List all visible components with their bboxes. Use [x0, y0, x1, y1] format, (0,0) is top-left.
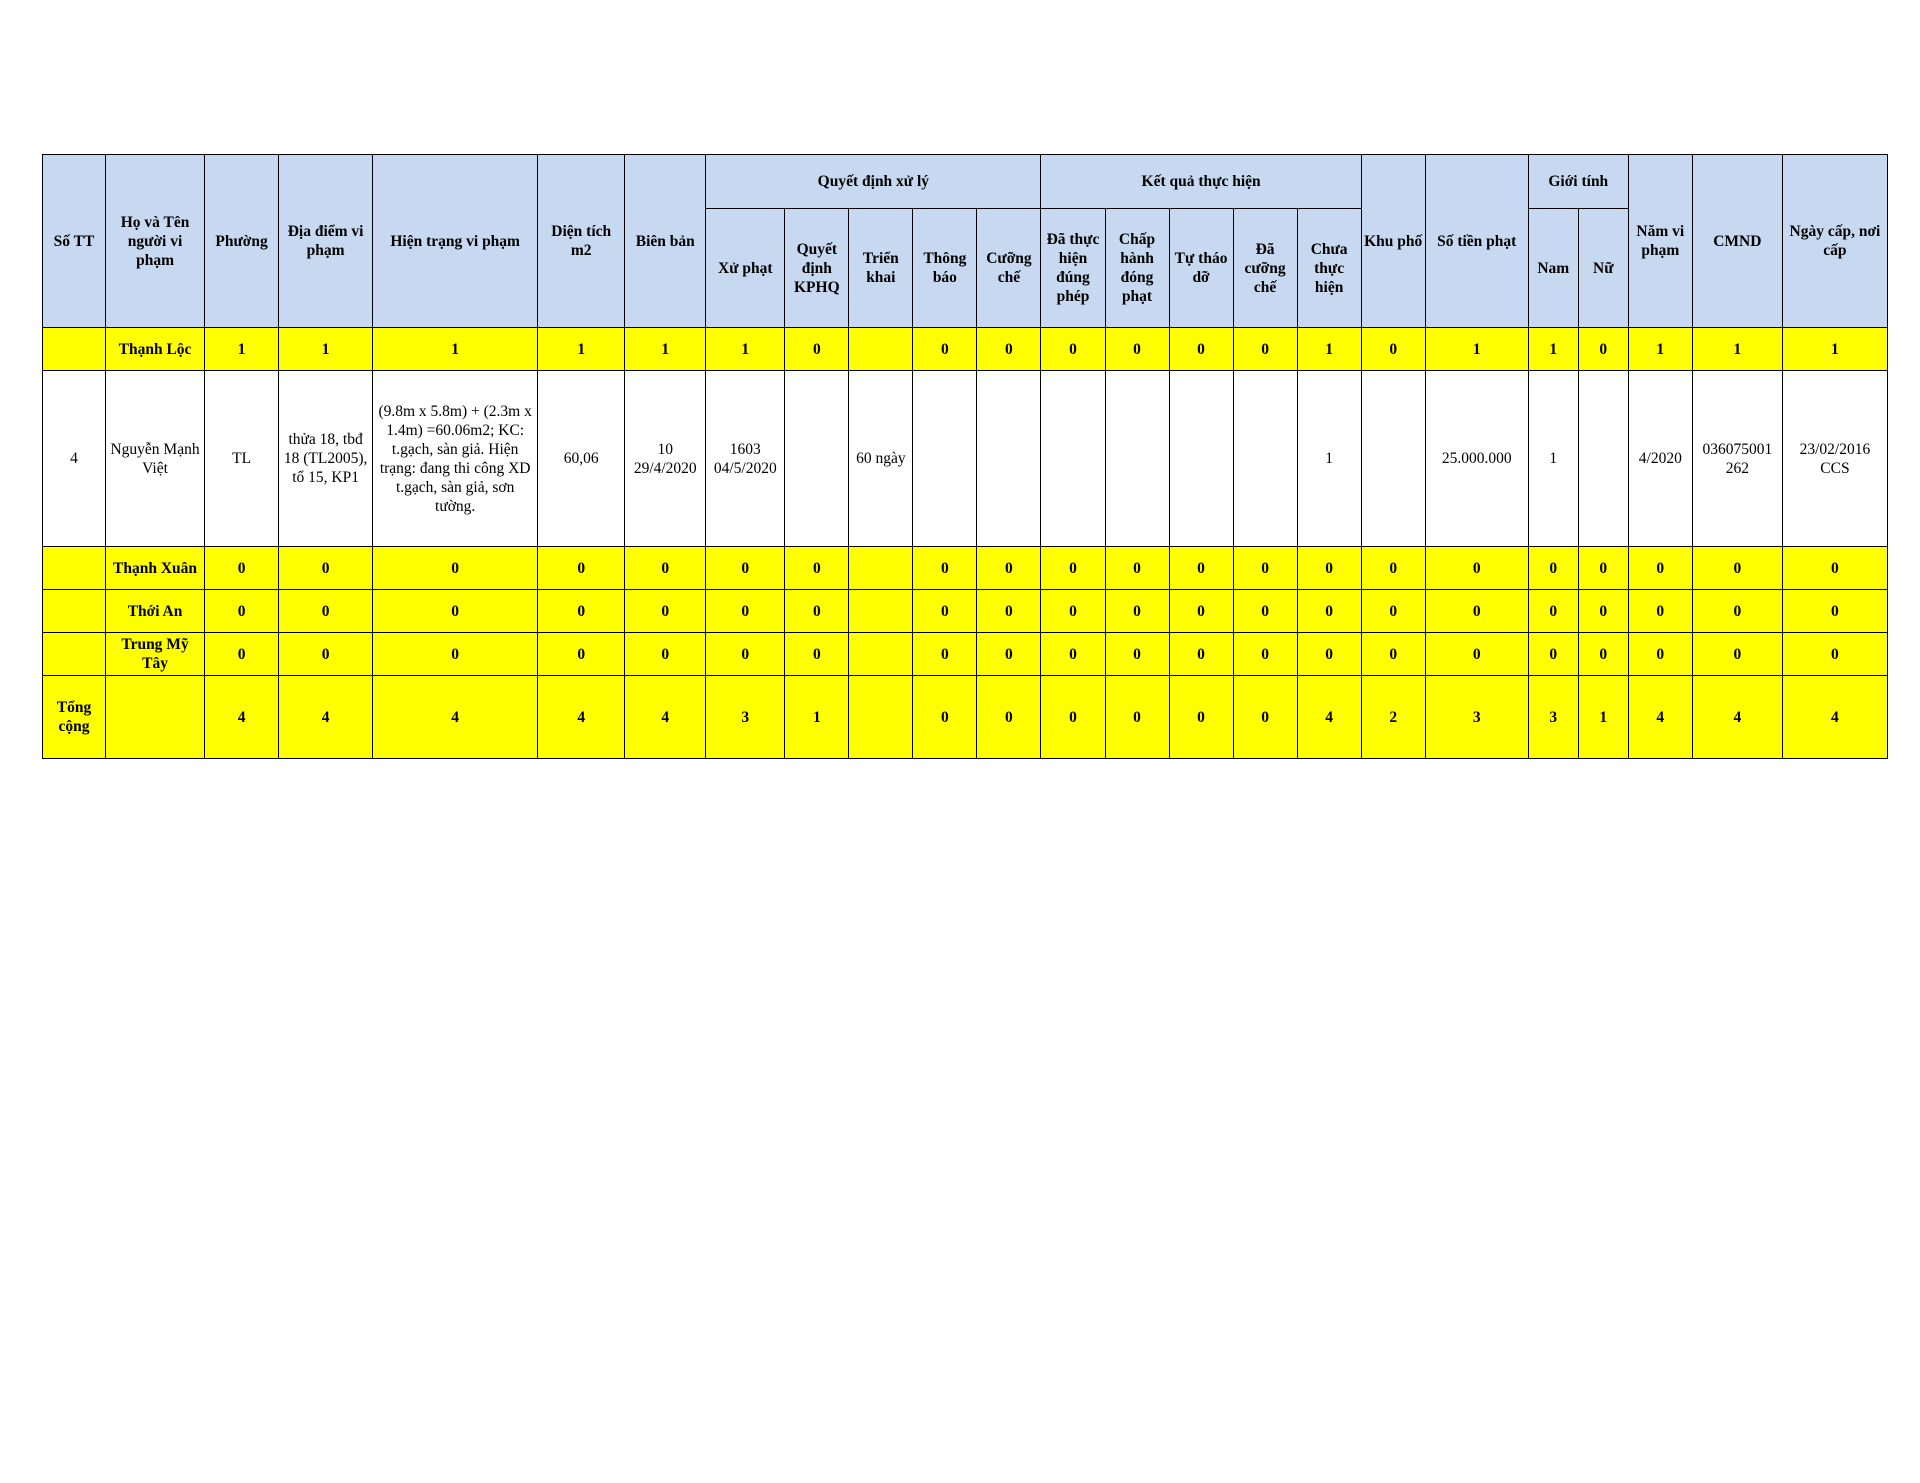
table-cell: 0 [205, 633, 279, 676]
total-row [43, 676, 1888, 759]
col-header-da-th-dung-phep: Đã thực hiện đúng phép [1041, 209, 1105, 328]
detail-ngay-cap: 23/02/2016 CCS [1782, 371, 1887, 547]
table-cell: 0 [1361, 328, 1425, 371]
table-cell: 1 [1528, 328, 1578, 371]
violation-detail-row [43, 371, 1888, 547]
table-cell: 0 [1233, 633, 1297, 676]
table-cell: 0 [1169, 590, 1233, 633]
table-cell [43, 590, 106, 633]
table-cell: 1 [785, 676, 849, 759]
detail-nam-vi-pham: 4/2020 [1628, 371, 1692, 547]
table-cell [106, 676, 205, 759]
table-cell [849, 328, 913, 371]
detail-cuong-che [977, 371, 1041, 547]
col-header-so-tien: Số tiền phạt [1425, 155, 1528, 328]
table-cell: 0 [1782, 590, 1887, 633]
table-cell: 0 [977, 547, 1041, 590]
table-cell: 0 [1782, 633, 1887, 676]
table-cell: 0 [625, 590, 706, 633]
table-cell: 0 [1578, 328, 1628, 371]
table-cell: 0 [279, 633, 373, 676]
table-cell: 0 [785, 590, 849, 633]
total-label: Tổng cộng [43, 676, 106, 759]
table-cell: 0 [538, 547, 625, 590]
table-cell: 0 [373, 547, 538, 590]
table-cell: 3 [1425, 676, 1528, 759]
detail-trien-khai: 60 ngày [849, 371, 913, 547]
table-cell: 1 [373, 328, 538, 371]
table-cell: 0 [1169, 676, 1233, 759]
col-header-thong-bao: Thông báo [913, 209, 977, 328]
col-header-phuong: Phường [205, 155, 279, 328]
table-cell: 0 [1105, 633, 1169, 676]
detail-ho-ten: Nguyễn Mạnh Việt [106, 371, 205, 547]
table-cell: 0 [1041, 547, 1105, 590]
col-header-so-tt: Số TT [43, 155, 106, 328]
ward-name: Thạnh Lộc [106, 328, 205, 371]
ward-row [43, 547, 1888, 590]
table-cell: 2 [1361, 676, 1425, 759]
col-header-cuong-che: Cưỡng chế [977, 209, 1041, 328]
table-cell: 0 [1361, 590, 1425, 633]
detail-so-tt: 4 [43, 371, 106, 547]
table-cell: 0 [1105, 328, 1169, 371]
detail-hien-trang: (9.8m x 5.8m) + (2.3m x 1.4m) =60.06m2; KC: t.gạch, sàn giả. Hiện trạng: đang thi công XD t.gạch, sàn giả, sơn tường. [373, 371, 538, 547]
table-cell: 0 [625, 633, 706, 676]
table-cell: 0 [1692, 633, 1782, 676]
col-header-khu-pho: Khu phố [1361, 155, 1425, 328]
header-row-top [43, 155, 1888, 209]
table-cell: 1 [1628, 328, 1692, 371]
table-cell: 0 [1233, 328, 1297, 371]
detail-tu-thao-do [1169, 371, 1233, 547]
table-cell: 0 [706, 590, 785, 633]
table-cell: 0 [205, 547, 279, 590]
detail-chua-th: 1 [1297, 371, 1361, 547]
table-cell: 1 [205, 328, 279, 371]
table-cell: 4 [1692, 676, 1782, 759]
table-cell: 0 [538, 633, 625, 676]
table-cell: 0 [279, 590, 373, 633]
table-cell: 0 [1361, 633, 1425, 676]
table-cell [849, 547, 913, 590]
table-cell: 0 [1578, 633, 1628, 676]
col-header-qd-kphq: Quyết định KPHQ [785, 209, 849, 328]
table-cell: 4 [373, 676, 538, 759]
table-cell: 0 [1233, 590, 1297, 633]
ward-name: Trung Mỹ Tây [106, 633, 205, 676]
table-cell: 0 [913, 676, 977, 759]
ward-name: Thới An [106, 590, 205, 633]
col-header-trien-khai: Triển khai [849, 209, 913, 328]
table-cell [849, 633, 913, 676]
table-cell: 1 [279, 328, 373, 371]
table-cell: 0 [1105, 676, 1169, 759]
violation-report-table [42, 154, 1888, 759]
table-cell: 4 [538, 676, 625, 759]
col-header-cmnd: CMND [1692, 155, 1782, 328]
table-cell: 4 [205, 676, 279, 759]
table-cell: 4 [1297, 676, 1361, 759]
table-cell: 0 [1425, 590, 1528, 633]
table-cell: 0 [1628, 633, 1692, 676]
col-header-chap-hanh: Chấp hành đóng phạt [1105, 209, 1169, 328]
table-cell: 4 [279, 676, 373, 759]
table-cell: 3 [1528, 676, 1578, 759]
table-cell [43, 328, 106, 371]
col-header-dia-diem: Địa điểm vi phạm [279, 155, 373, 328]
table-cell: 1 [706, 328, 785, 371]
detail-khu-pho [1361, 371, 1425, 547]
table-cell: 0 [1233, 676, 1297, 759]
detail-xu-phat: 1603 04/5/2020 [706, 371, 785, 547]
table-cell: 1 [1782, 328, 1887, 371]
table-cell: 0 [1782, 547, 1887, 590]
detail-nu [1578, 371, 1628, 547]
detail-phuong: TL [205, 371, 279, 547]
table-cell: 0 [1041, 633, 1105, 676]
ward-row [43, 590, 1888, 633]
table-cell: 0 [373, 590, 538, 633]
table-cell: 0 [1105, 547, 1169, 590]
table-cell: 0 [1692, 547, 1782, 590]
table-cell: 0 [1169, 547, 1233, 590]
table-cell [43, 547, 106, 590]
ward-row [43, 633, 1888, 676]
table-cell: 4 [625, 676, 706, 759]
table-cell: 0 [785, 633, 849, 676]
table-cell: 0 [1628, 547, 1692, 590]
table-cell: 0 [1628, 590, 1692, 633]
table-cell: 4 [1782, 676, 1887, 759]
detail-cmnd: 036075001 262 [1692, 371, 1782, 547]
table-cell: 0 [205, 590, 279, 633]
table-cell: 1 [625, 328, 706, 371]
table-cell: 0 [1041, 328, 1105, 371]
table-cell: 0 [1105, 590, 1169, 633]
table-cell: 0 [1233, 547, 1297, 590]
table-cell [849, 676, 913, 759]
col-header-hien-trang: Hiện trạng vi phạm [373, 155, 538, 328]
table-cell: 0 [1169, 633, 1233, 676]
table-cell: 3 [706, 676, 785, 759]
col-header-nam: Nam [1528, 209, 1578, 328]
table-cell: 0 [373, 633, 538, 676]
table-cell: 0 [1297, 547, 1361, 590]
table-cell: 0 [1425, 633, 1528, 676]
table-cell: 0 [977, 633, 1041, 676]
ward-row [43, 328, 1888, 371]
table-cell: 0 [1361, 547, 1425, 590]
col-group-quyet-dinh: Quyết định xử lý [706, 155, 1041, 209]
table-cell: 0 [279, 547, 373, 590]
detail-so-tien: 25.000.000 [1425, 371, 1528, 547]
table-cell: 0 [1692, 590, 1782, 633]
table-cell [849, 590, 913, 633]
col-header-ho-ten: Họ và Tên người vi phạm [106, 155, 205, 328]
table-cell: 0 [913, 547, 977, 590]
table-cell: 0 [913, 590, 977, 633]
table-cell: 1 [1297, 328, 1361, 371]
col-header-da-cuong-che: Đã cưỡng chế [1233, 209, 1297, 328]
table-cell: 0 [913, 633, 977, 676]
table-cell: 0 [1041, 590, 1105, 633]
table-cell: 0 [1169, 328, 1233, 371]
detail-qd-kphq [785, 371, 849, 547]
table-cell [43, 633, 106, 676]
table-cell: 0 [977, 676, 1041, 759]
table-cell: 1 [1578, 676, 1628, 759]
detail-da-cuong-che [1233, 371, 1297, 547]
table-cell: 1 [1425, 328, 1528, 371]
table-cell: 1 [1692, 328, 1782, 371]
table-cell: 0 [1297, 633, 1361, 676]
table-cell: 0 [625, 547, 706, 590]
table-cell: 0 [977, 590, 1041, 633]
col-header-bien-ban: Biên bản [625, 155, 706, 328]
col-group-ket-qua: Kết quả thực hiện [1041, 155, 1361, 209]
table-cell: 0 [977, 328, 1041, 371]
col-header-nam-vi-pham: Năm vi phạm [1628, 155, 1692, 328]
table-cell: 0 [1528, 633, 1578, 676]
col-header-chua-th: Chưa thực hiện [1297, 209, 1361, 328]
table-cell: 0 [1041, 676, 1105, 759]
table-cell: 0 [538, 590, 625, 633]
col-group-gioi-tinh: Giới tính [1528, 155, 1628, 209]
table-cell: 0 [1297, 590, 1361, 633]
col-header-xu-phat: Xử phạt [706, 209, 785, 328]
table-cell: 0 [913, 328, 977, 371]
detail-chap-hanh [1105, 371, 1169, 547]
table-cell: 0 [706, 547, 785, 590]
table-cell: 0 [785, 547, 849, 590]
table-cell: 0 [1425, 547, 1528, 590]
col-header-tu-thao-do: Tự tháo dỡ [1169, 209, 1233, 328]
table-cell: 0 [1578, 590, 1628, 633]
col-header-ngay-cap: Ngày cấp, nơi cấp [1782, 155, 1887, 328]
table-cell: 0 [1528, 590, 1578, 633]
detail-nam: 1 [1528, 371, 1578, 547]
table-cell: 0 [1578, 547, 1628, 590]
detail-thong-bao [913, 371, 977, 547]
detail-bien-ban: 10 29/4/2020 [625, 371, 706, 547]
detail-da-th-dung-phep [1041, 371, 1105, 547]
col-header-nu: Nữ [1578, 209, 1628, 328]
table-cell: 1 [538, 328, 625, 371]
table-cell: 0 [706, 633, 785, 676]
col-header-dien-tich: Diện tích m2 [538, 155, 625, 328]
detail-dien-tich: 60,06 [538, 371, 625, 547]
detail-dia-diem: thửa 18, tbđ 18 (TL2005), tổ 15, KP1 [279, 371, 373, 547]
table-cell: 4 [1628, 676, 1692, 759]
table-cell: 0 [785, 328, 849, 371]
table-cell: 0 [1528, 547, 1578, 590]
ward-name: Thạnh Xuân [106, 547, 205, 590]
